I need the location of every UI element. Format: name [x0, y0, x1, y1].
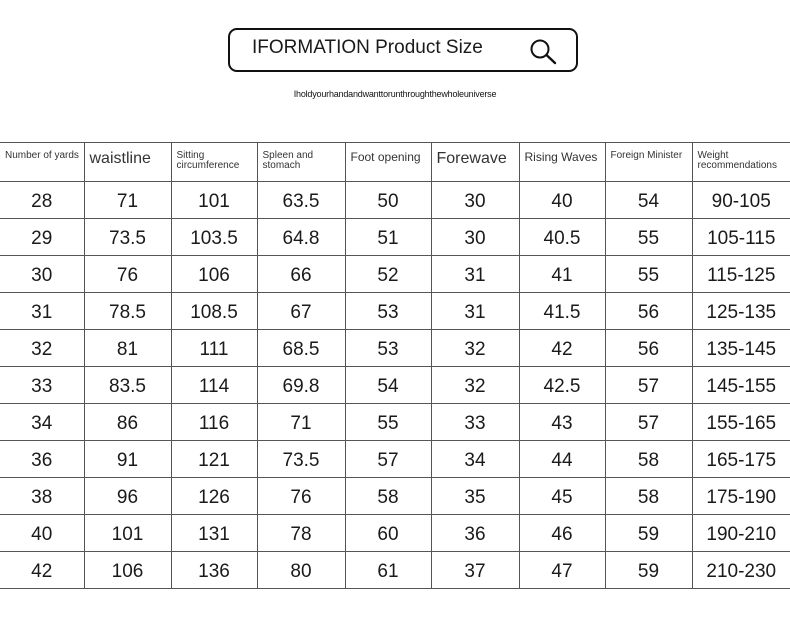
table-cell: 53 — [345, 330, 431, 367]
table-cell: 52 — [345, 256, 431, 293]
table-cell: 60 — [345, 515, 431, 552]
table-cell: 105-115 — [692, 219, 790, 256]
table-cell: 111 — [171, 330, 257, 367]
table-cell: 69.8 — [257, 367, 345, 404]
table-cell: 61 — [345, 552, 431, 589]
table-row — [0, 256, 790, 293]
table-cell: 73.5 — [84, 219, 171, 256]
table-cell: 135-145 — [692, 330, 790, 367]
table-cell: 56 — [605, 330, 692, 367]
table-cell: 68.5 — [257, 330, 345, 367]
table-cell: 63.5 — [257, 182, 345, 219]
table-row — [0, 552, 790, 589]
table-cell: 155-165 — [692, 404, 790, 441]
column-header: Spleen and stomach — [257, 143, 345, 182]
table-cell: 64.8 — [257, 219, 345, 256]
column-header: Number of yards — [0, 143, 84, 182]
table-cell: 78 — [257, 515, 345, 552]
table-cell: 36 — [431, 515, 519, 552]
column-header: Weight recommendations — [692, 143, 790, 182]
table-cell: 34 — [0, 404, 84, 441]
column-header: waistline — [84, 143, 171, 182]
table-cell: 136 — [171, 552, 257, 589]
table-cell: 59 — [605, 515, 692, 552]
table-cell: 45 — [519, 478, 605, 515]
table-cell: 106 — [84, 552, 171, 589]
column-header: Foreign Minister — [605, 143, 692, 182]
table-row — [0, 367, 790, 404]
table-cell: 40 — [519, 182, 605, 219]
table-cell: 33 — [0, 367, 84, 404]
table-cell: 34 — [431, 441, 519, 478]
table-cell: 42.5 — [519, 367, 605, 404]
table-cell: 58 — [345, 478, 431, 515]
table-cell: 56 — [605, 293, 692, 330]
table-cell: 37 — [431, 552, 519, 589]
table-row — [0, 404, 790, 441]
table-cell: 59 — [605, 552, 692, 589]
table-cell: 165-175 — [692, 441, 790, 478]
table-cell: 190-210 — [692, 515, 790, 552]
table-cell: 31 — [0, 293, 84, 330]
table-cell: 78.5 — [84, 293, 171, 330]
table-cell: 145-155 — [692, 367, 790, 404]
table-cell: 90-105 — [692, 182, 790, 219]
table-cell: 31 — [431, 293, 519, 330]
table-cell: 210-230 — [692, 552, 790, 589]
column-header: Foot opening — [345, 143, 431, 182]
table-cell: 50 — [345, 182, 431, 219]
table-cell: 126 — [171, 478, 257, 515]
table-cell: 58 — [605, 478, 692, 515]
table-cell: 175-190 — [692, 478, 790, 515]
table-cell: 46 — [519, 515, 605, 552]
table-cell: 57 — [605, 367, 692, 404]
table-cell: 76 — [257, 478, 345, 515]
table-cell: 116 — [171, 404, 257, 441]
table-cell: 106 — [171, 256, 257, 293]
table-cell: 30 — [0, 256, 84, 293]
table-cell: 58 — [605, 441, 692, 478]
table-row — [0, 330, 790, 367]
table-cell: 55 — [605, 219, 692, 256]
table-cell: 115-125 — [692, 256, 790, 293]
table-cell: 36 — [0, 441, 84, 478]
table-cell: 44 — [519, 441, 605, 478]
table-cell: 55 — [345, 404, 431, 441]
table-cell: 57 — [605, 404, 692, 441]
table-row — [0, 182, 790, 219]
table-cell: 47 — [519, 552, 605, 589]
table-cell: 101 — [171, 182, 257, 219]
table-cell: 28 — [0, 182, 84, 219]
table-cell: 29 — [0, 219, 84, 256]
table-row — [0, 293, 790, 330]
table-cell: 67 — [257, 293, 345, 330]
table-cell: 32 — [0, 330, 84, 367]
table-cell: 40.5 — [519, 219, 605, 256]
table-cell: 81 — [84, 330, 171, 367]
column-header: Forewave — [431, 143, 519, 182]
column-header: Rising Waves — [519, 143, 605, 182]
table-cell: 103.5 — [171, 219, 257, 256]
table-cell: 32 — [431, 330, 519, 367]
table-cell: 41.5 — [519, 293, 605, 330]
table-row — [0, 478, 790, 515]
table-row — [0, 441, 790, 478]
table-cell: 51 — [345, 219, 431, 256]
table-cell: 131 — [171, 515, 257, 552]
table-cell: 125-135 — [692, 293, 790, 330]
table-cell: 55 — [605, 256, 692, 293]
title-search-box — [228, 28, 578, 72]
table-cell: 54 — [605, 182, 692, 219]
table-body — [0, 182, 790, 589]
size-table — [0, 142, 790, 589]
table-cell: 91 — [84, 441, 171, 478]
table-cell: 35 — [431, 478, 519, 515]
table-cell: 43 — [519, 404, 605, 441]
table-row — [0, 219, 790, 256]
table-cell: 66 — [257, 256, 345, 293]
table-cell: 38 — [0, 478, 84, 515]
table-cell: 83.5 — [84, 367, 171, 404]
table-cell: 31 — [431, 256, 519, 293]
table-cell: 76 — [84, 256, 171, 293]
table-cell: 42 — [519, 330, 605, 367]
table-cell: 108.5 — [171, 293, 257, 330]
table-cell: 42 — [0, 552, 84, 589]
table-cell: 41 — [519, 256, 605, 293]
page-title: IFORMATION Product Size — [252, 37, 483, 58]
table-cell: 73.5 — [257, 441, 345, 478]
table-cell: 71 — [84, 182, 171, 219]
table-cell: 80 — [257, 552, 345, 589]
table-cell: 54 — [345, 367, 431, 404]
table-cell: 121 — [171, 441, 257, 478]
table-cell: 53 — [345, 293, 431, 330]
table-cell: 71 — [257, 404, 345, 441]
header-row — [0, 143, 790, 182]
table-cell: 32 — [431, 367, 519, 404]
table-cell: 101 — [84, 515, 171, 552]
table-cell: 86 — [84, 404, 171, 441]
search-icon — [528, 38, 558, 66]
table-cell: 96 — [84, 478, 171, 515]
table-cell: 40 — [0, 515, 84, 552]
table-cell: 30 — [431, 219, 519, 256]
table-row — [0, 515, 790, 552]
table-cell: 33 — [431, 404, 519, 441]
table-cell: 30 — [431, 182, 519, 219]
column-header: Sitting circumference — [171, 143, 257, 182]
table-cell: 57 — [345, 441, 431, 478]
tagline: Iholdyourhandandwanttorunthroughthewholeuniverse — [293, 89, 497, 99]
table-cell: 114 — [171, 367, 257, 404]
